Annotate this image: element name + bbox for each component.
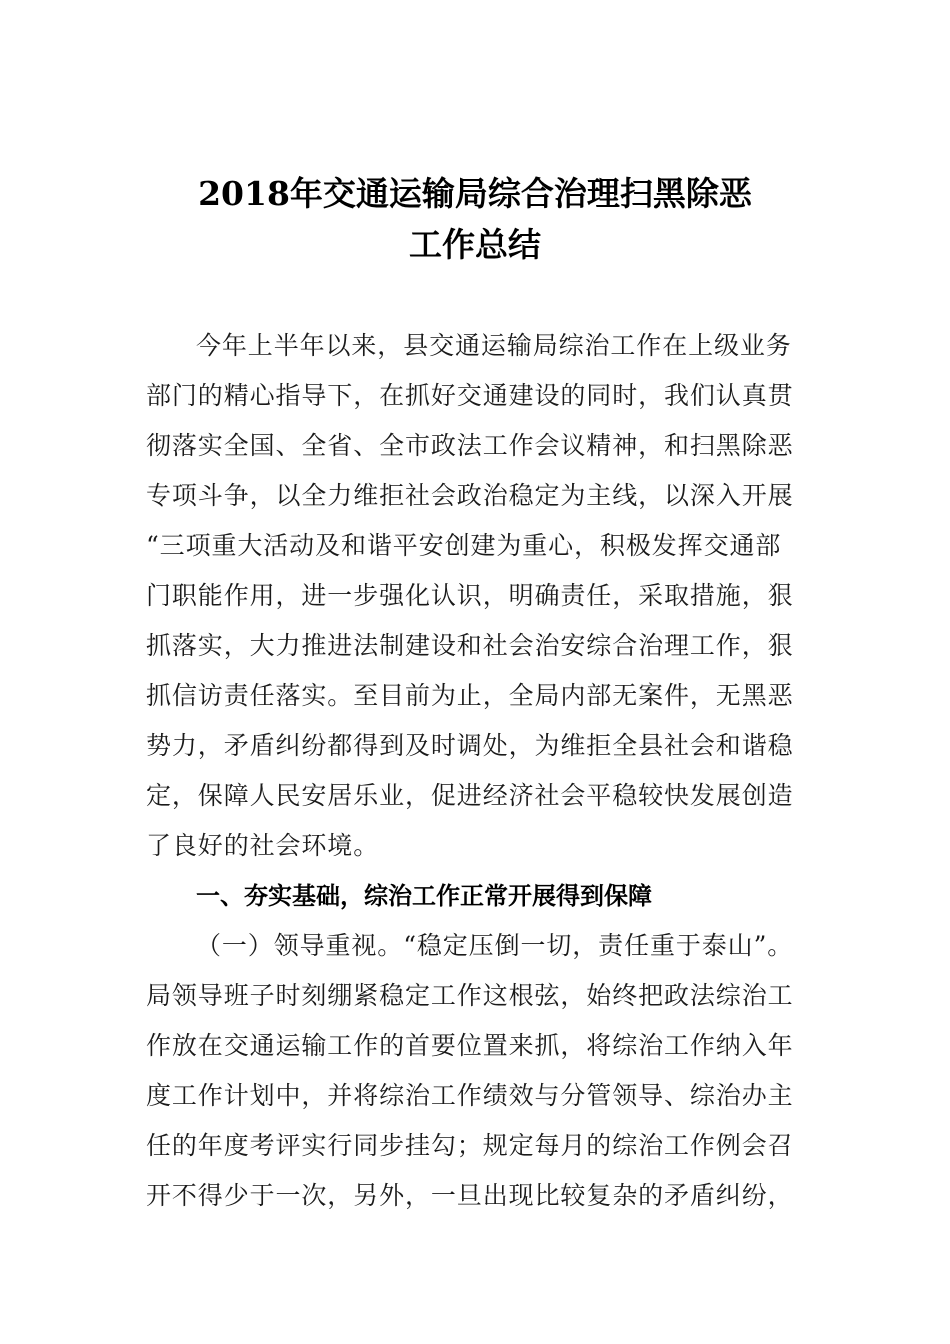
paragraph-2-line: 开不得少于一次，另外，一旦出现比较复杂的矛盾纠纷，: [146, 1181, 794, 1210]
paragraph-1-line: 今年上半年以来，县交通运输局综治工作在上级业务: [196, 331, 792, 360]
paragraph-1-line: 门职能作用，进一步强化认识，明确责任，采取措施，狠: [146, 581, 794, 610]
paragraph-1-line: 定，保障人民安居乐业，促进经济社会平稳较快发展创造: [146, 781, 794, 810]
paragraph-2-line: （一）领导重视。“稳定压倒一切，责任重于泰山”。: [196, 931, 794, 960]
document-title-line-2: 工作总结: [409, 225, 541, 264]
paragraph-1-line: 抓信访责任落实。至目前为止，全局内部无案件，无黑恶: [146, 681, 794, 710]
paragraph-2-line: 任的年度考评实行同步挂勾；规定每月的综治工作例会召: [146, 1131, 794, 1160]
paragraph-1-line: 专项斗争，以全力维拒社会政治稳定为主线，以深入开展: [146, 481, 794, 510]
section-heading-1: 一、夯实基础，综治工作正常开展得到保障: [196, 882, 652, 910]
paragraph-1-line: 势力，矛盾纠纷都得到及时调处，为维拒全县社会和谐稳: [146, 731, 794, 760]
paragraph-1-line: 了良好的社会环境。: [146, 831, 380, 860]
document-title-line-1: 2018年交通运输局综合治理扫黑除恶: [198, 174, 752, 213]
paragraph-2-line: 作放在交通运输工作的首要位置来抓，将综治工作纳入年: [146, 1031, 794, 1060]
paragraph-2-line: 局领导班子时刻绷紧稳定工作这根弦，始终把政法综治工: [146, 981, 794, 1010]
paragraph-1-line: “三项重大活动及和谐平安创建为重心，积极发挥交通部: [146, 531, 782, 560]
paragraph-1-line: 彻落实全国、全省、全市政法工作会议精神，和扫黑除恶: [146, 431, 794, 460]
paragraph-1-line: 部门的精心指导下，在抓好交通建设的同时，我们认真贯: [146, 381, 794, 410]
paragraph-1-line: 抓落实，大力推进法制建设和社会治安综合治理工作，狠: [146, 631, 794, 660]
paragraph-2-line: 度工作计划中，并将综治工作绩效与分管领导、综治办主: [146, 1081, 794, 1110]
